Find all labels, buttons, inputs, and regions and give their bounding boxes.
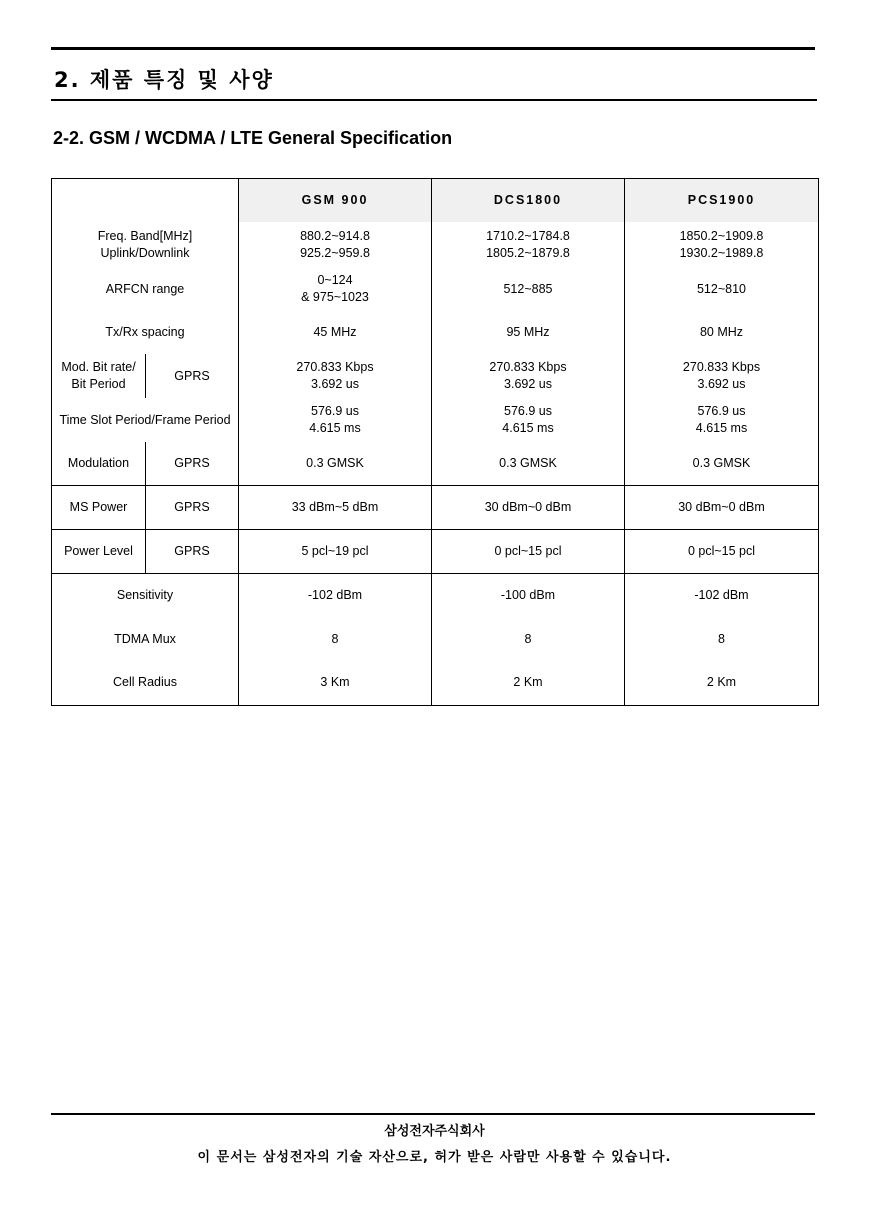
cell-value: 512~885	[432, 268, 625, 310]
row-label: ARFCN range	[52, 268, 239, 310]
cell-value: 5 pcl~19 pcl	[239, 529, 432, 573]
cell-value: -102 dBm	[625, 573, 819, 617]
cell-value: 0 pcl~15 pcl	[625, 529, 819, 573]
row-label: Power Level	[52, 529, 146, 573]
cell-value: 576.9 us 4.615 ms	[432, 398, 625, 442]
cell-value: 0 pcl~15 pcl	[432, 529, 625, 573]
footer-company: 삼성전자주식회사	[384, 1124, 485, 1139]
table-row-cell-radius	[52, 661, 819, 705]
cell-value: 45 MHz	[239, 310, 432, 354]
header-gsm900: GSM 900	[239, 179, 432, 223]
cell-value: 95 MHz	[432, 310, 625, 354]
table-row-sensitivity	[52, 573, 819, 617]
cell-value: -102 dBm	[239, 573, 432, 617]
cell-value: 0.3 GMSK	[239, 442, 432, 485]
row-label: Cell Radius	[52, 661, 239, 705]
table-row-power-level	[52, 529, 819, 573]
cell-value: 30 dBm~0 dBm	[432, 485, 625, 529]
cell-value: 8	[432, 617, 625, 661]
section-title: 2. 제품 특징 및 사양	[54, 68, 274, 92]
cell-value: 512~810	[625, 268, 819, 310]
cell-value: 0~124 & 975~1023	[239, 268, 432, 310]
table-row-freq-band	[52, 222, 819, 268]
row-label: Tx/Rx spacing	[52, 310, 239, 354]
cell-value: 270.833 Kbps 3.692 us	[239, 354, 432, 398]
row-sublabel: GPRS	[146, 354, 239, 398]
cell-value: 576.9 us 4.615 ms	[239, 398, 432, 442]
subsection-title: 2-2. GSM / WCDMA / LTE General Specification	[53, 128, 453, 148]
cell-value: 2 Km	[625, 661, 819, 705]
top-rule	[51, 47, 815, 50]
cell-value: -100 dBm	[432, 573, 625, 617]
header-corner	[52, 179, 239, 223]
row-sublabel: GPRS	[146, 529, 239, 573]
cell-value: 1710.2~1784.8 1805.2~1879.8	[432, 222, 625, 268]
row-label: Modulation	[52, 442, 146, 485]
header-dcs1800: DCS1800	[432, 179, 625, 223]
table-row-arfcn	[52, 268, 819, 310]
cell-value: 3 Km	[239, 661, 432, 705]
table-row-time-slot	[52, 398, 819, 442]
row-label: MS Power	[52, 485, 146, 529]
table-row-modulation	[52, 442, 819, 485]
cell-value: 1850.2~1909.8 1930.2~1989.8	[625, 222, 819, 268]
row-label: Freq. Band[MHz] Uplink/Downlink	[52, 222, 239, 268]
cell-value: 30 dBm~0 dBm	[625, 485, 819, 529]
title-underline	[51, 99, 817, 101]
cell-value: 2 Km	[432, 661, 625, 705]
table-row-tdma	[52, 617, 819, 661]
cell-value: 80 MHz	[625, 310, 819, 354]
row-sublabel: GPRS	[146, 485, 239, 529]
header-pcs1900: PCS1900	[625, 179, 819, 223]
cell-value: 8	[625, 617, 819, 661]
cell-value: 270.833 Kbps 3.692 us	[432, 354, 625, 398]
row-sublabel: GPRS	[146, 442, 239, 485]
cell-value: 576.9 us 4.615 ms	[625, 398, 819, 442]
cell-value: 0.3 GMSK	[432, 442, 625, 485]
table-row-txrx	[52, 310, 819, 354]
footer-notice: 이 문서는 삼성전자의 기술 자산으로, 허가 받은 사람만 사용할 수 있습니다.	[197, 1150, 672, 1165]
row-label: Time Slot Period/Frame Period	[52, 398, 239, 442]
cell-value: 0.3 GMSK	[625, 442, 819, 485]
footer-rule	[51, 1113, 815, 1115]
table-header-row	[52, 179, 819, 223]
table-row-mod-bit	[52, 354, 819, 398]
row-label: Sensitivity	[52, 573, 239, 617]
cell-value: 33 dBm~5 dBm	[239, 485, 432, 529]
row-label: TDMA Mux	[52, 617, 239, 661]
table-row-ms-power	[52, 485, 819, 529]
cell-value: 270.833 Kbps 3.692 us	[625, 354, 819, 398]
spec-table	[51, 178, 819, 706]
cell-value: 880.2~914.8 925.2~959.8	[239, 222, 432, 268]
cell-value: 8	[239, 617, 432, 661]
row-label: Mod. Bit rate/ Bit Period	[52, 354, 146, 398]
